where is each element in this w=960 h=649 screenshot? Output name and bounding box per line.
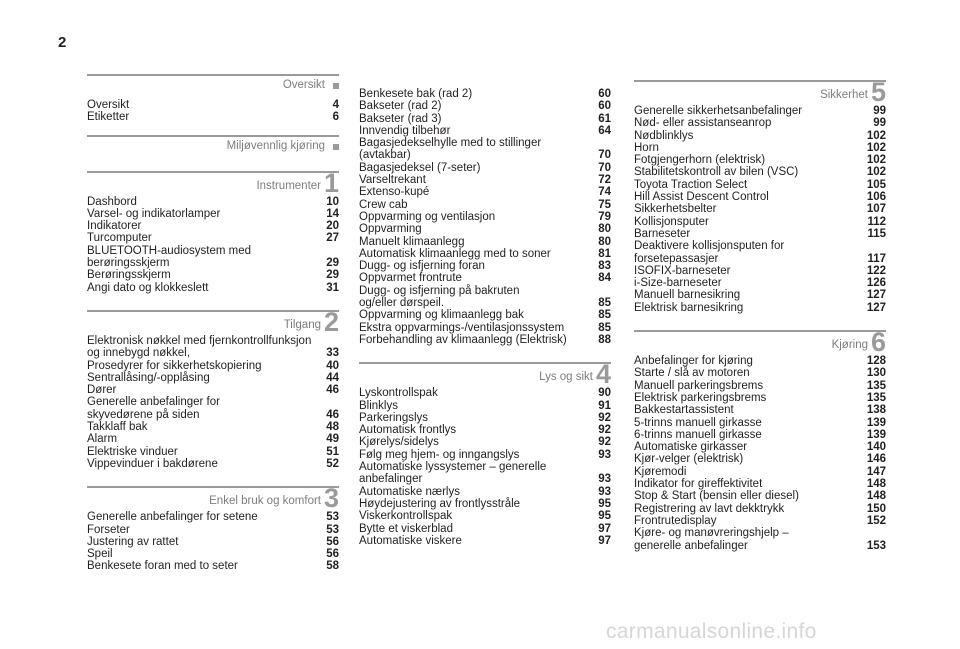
toc-entry-label: Kjør-velger (elektrisk)	[634, 453, 744, 466]
toc-entry-label: Forbehandling av klimaanlegg (Elektrisk)	[359, 333, 567, 346]
toc-entry-label: Følg meg hjem- og inngangslys	[359, 448, 520, 461]
toc-entry[interactable]	[359, 424, 611, 436]
toc-entry-label: Bytte et viskerblad	[359, 522, 453, 535]
toc-entry-label: Turcomputer	[87, 232, 152, 245]
toc-entry[interactable]	[634, 429, 886, 441]
toc-entry-label: Toyota Traction Select	[634, 178, 748, 191]
square-bullet-icon	[333, 144, 339, 150]
section-title: Kjøring	[831, 339, 868, 352]
section-number: 1	[323, 167, 339, 198]
toc-entry-label: 6-trinns manuell girkasse	[634, 428, 762, 441]
toc-entry[interactable]	[87, 232, 339, 244]
section-number: 4	[595, 359, 611, 390]
toc-entry[interactable]	[634, 105, 886, 117]
toc-entry-page: 128	[866, 355, 886, 368]
toc-entry-label: Dashbord	[87, 195, 137, 208]
section-title: Miljøvennlig kjøring	[226, 139, 325, 152]
toc-entry-label: Indikatorer	[87, 220, 142, 233]
toc-entry[interactable]	[87, 282, 339, 294]
toc-entry[interactable]	[634, 277, 886, 289]
toc-entry-page: 93	[598, 473, 611, 486]
toc-entry-page: 146	[866, 453, 886, 466]
toc-entry-page: 10	[326, 195, 339, 208]
toc-entry-page: 29	[326, 257, 339, 270]
toc-entry[interactable]	[634, 142, 886, 154]
toc-entry-label: Oppvarming og ventilasjon	[359, 210, 496, 223]
toc-entry-label: BLUETOOTH-audiosystem med berøringsskjerm	[87, 244, 252, 270]
toc-entry-page: 53	[326, 511, 339, 524]
toc-entry-page: 93	[598, 485, 611, 498]
toc-entry-label: Automatisk klimaanlegg med to soner	[359, 247, 551, 260]
toc-entry-label: Starte / slå av motoren	[634, 367, 750, 380]
toc-entry-label: Takklaff bak	[87, 421, 148, 434]
toc-entry[interactable]	[634, 466, 886, 478]
toc-entry-page: 102	[866, 166, 886, 179]
toc-entry-label: Dugg- og isfjerning på bakruten og/eller dørspeil.	[359, 284, 520, 310]
toc-entry[interactable]	[634, 265, 886, 277]
toc-entry[interactable]	[634, 490, 886, 502]
section-header	[87, 483, 339, 514]
toc-entry-label: Elektriske vinduer	[87, 445, 178, 458]
toc-entry[interactable]	[359, 248, 611, 260]
toc-entry-page: 75	[598, 198, 611, 211]
section-header	[87, 306, 339, 337]
toc-entry-page: 40	[326, 359, 339, 372]
toc-entry[interactable]	[87, 360, 339, 372]
toc-entry[interactable]	[634, 478, 886, 490]
toc-entry-page: 4	[332, 99, 339, 111]
toc-entry[interactable]	[87, 548, 339, 560]
toc-entry-label: Ekstra oppvarmings-/ventilasjonssystem	[359, 321, 565, 334]
toc-entry-label: Lyskontrollspak	[359, 387, 438, 400]
toc-entry-page: 126	[866, 277, 886, 290]
toc-entry-page: 56	[326, 548, 339, 561]
toc-entry-page: 97	[598, 522, 611, 535]
toc-entry[interactable]	[87, 433, 339, 445]
toc-entry[interactable]	[87, 536, 339, 548]
toc-entry-page: 44	[326, 371, 339, 384]
toc-entry-label: Dugg- og isfjerning foran	[359, 260, 485, 273]
toc-entry-label: Stop & Start (bensin eller diesel)	[634, 490, 799, 503]
toc-entry-page: 60	[598, 100, 611, 113]
toc-entry-label: Oppvarming og klimaanlegg bak	[359, 309, 524, 322]
toc-entry[interactable]	[634, 117, 886, 129]
toc-entry-page: 99	[873, 117, 886, 130]
toc-entry-page: 31	[326, 281, 339, 294]
toc-column-3	[634, 77, 886, 552]
toc-entry[interactable]	[634, 130, 886, 142]
toc-column-1	[87, 74, 339, 573]
toc-section-kjoring	[634, 327, 886, 552]
toc-entry[interactable]	[87, 384, 339, 396]
toc-entry[interactable]	[359, 100, 611, 112]
toc-entry-label: Elektronisk nøkkel med fjernkontrollfunksjon og innebygd nøkkel,	[87, 334, 312, 360]
toc-entry-page: 102	[866, 129, 886, 142]
toc-entry-label: Frontrutedisplay	[634, 514, 717, 527]
toc-entry[interactable]	[634, 191, 886, 203]
toc-entry[interactable]	[87, 524, 339, 536]
square-bullet-icon	[333, 83, 339, 89]
toc-entry-page: 92	[598, 436, 611, 449]
toc-entry-label: Kollisjonsputer	[634, 215, 709, 228]
toc-entry[interactable]	[359, 260, 611, 272]
toc-entry[interactable]	[359, 535, 611, 547]
toc-entry-page: 33	[326, 347, 339, 360]
toc-entry-label: Innvendig tilbehør	[359, 124, 451, 137]
toc-entry[interactable]	[359, 285, 611, 310]
toc-entry[interactable]	[634, 441, 886, 453]
toc-entry[interactable]	[359, 334, 611, 346]
toc-entry-page: 102	[866, 141, 886, 154]
toc-entry-label: Benkesete bak (rad 2)	[359, 88, 473, 100]
toc-entry-page: 117	[867, 252, 886, 265]
toc-entry-label: Indikator for gireffektivitet	[634, 478, 763, 491]
toc-entry-page: 56	[326, 535, 339, 548]
toc-entry[interactable]	[87, 99, 339, 111]
toc-entry-page: 130	[866, 367, 886, 380]
toc-entry-label: Bakkestartassistent	[634, 404, 734, 417]
toc-entry-label: Elektrisk parkeringsbrems	[634, 391, 767, 404]
toc-entry-label: Manuelt klimaanlegg	[359, 235, 465, 248]
toc-entry-label: Bagasjedeksel (7-seter)	[359, 161, 481, 174]
section-header	[87, 167, 339, 198]
toc-entry-page: 49	[326, 433, 339, 446]
toc-entry-page: 95	[598, 497, 611, 510]
section-header	[87, 135, 339, 159]
toc-entry[interactable]	[359, 236, 611, 248]
toc-entry-label: Automatiske lyssystemer – generelle anbefalinger	[359, 461, 547, 486]
toc-entry-page: 85	[598, 297, 611, 310]
toc-entry-label: Sentrallåsing/-opplåsing	[87, 371, 210, 384]
toc-entry-label: Manuell barnesikring	[634, 289, 741, 302]
toc-entry-page: 99	[873, 105, 886, 117]
toc-entry-label: Anbefalinger for kjøring	[634, 355, 753, 368]
toc-entry[interactable]	[359, 199, 611, 211]
toc-entry-page: 92	[598, 424, 611, 437]
toc-entry[interactable]	[359, 387, 611, 399]
toc-entry-page: 106	[866, 191, 886, 204]
section-number: 3	[323, 483, 339, 514]
toc-entry-label: Viskerkontrollspak	[359, 510, 453, 523]
toc-entry[interactable]	[359, 174, 611, 186]
toc-entry-page: 79	[598, 210, 611, 223]
toc-entry[interactable]	[87, 269, 339, 281]
section-title: Oversikt	[282, 79, 325, 91]
toc-entry-label: Berøringsskjerm	[87, 269, 171, 282]
toc-entry-page: 147	[866, 465, 886, 478]
toc-entry[interactable]	[359, 186, 611, 198]
toc-entry[interactable]	[87, 396, 339, 421]
toc-entry[interactable]	[634, 355, 886, 367]
toc-entry-page: 135	[866, 379, 886, 392]
toc-entry-label: Generelle sikkerhetsanbefalinger	[634, 105, 803, 117]
toc-column-2	[359, 88, 611, 547]
toc-entry-label: Hill Assist Descent Control	[634, 191, 769, 204]
toc-entry[interactable]	[634, 503, 886, 515]
section-title: Lys og sikt	[539, 371, 593, 384]
toc-entry-label: Dører	[87, 384, 117, 397]
toc-entry-page: 150	[866, 502, 886, 515]
toc-entry[interactable]	[87, 446, 339, 458]
toc-entry[interactable]	[87, 196, 339, 208]
toc-entry[interactable]	[634, 166, 886, 178]
toc-entry-page: 80	[598, 223, 611, 236]
toc-entry-label: Etiketter	[87, 111, 130, 124]
toc-entry-page: 51	[326, 445, 339, 458]
toc-entry[interactable]	[634, 367, 886, 379]
toc-section-enkel-cont	[359, 88, 611, 346]
toc-entry-page: 27	[326, 232, 339, 245]
toc-entry-page: 152	[866, 514, 886, 527]
toc-entry-label: 5-trinns manuell girkasse	[634, 416, 762, 429]
toc-entry[interactable]	[359, 322, 611, 334]
toc-entry-page: 92	[598, 411, 611, 424]
toc-entry-label: Nødblinklys	[634, 129, 694, 142]
toc-entry[interactable]	[359, 498, 611, 510]
toc-entry[interactable]	[359, 309, 611, 321]
toc-entry-label: Vippevinduer i bakdørene	[87, 457, 218, 470]
section-title: Instrumenter	[256, 179, 321, 192]
toc-entry-page: 46	[326, 384, 339, 397]
toc-entry-page: 127	[866, 289, 886, 302]
toc-entry-label: Fotgjengerhorn (elektrisk)	[634, 154, 766, 167]
section-header	[634, 327, 886, 358]
toc-entry[interactable]	[634, 527, 886, 552]
toc-section-miljo	[87, 135, 339, 159]
toc-section-oversikt	[87, 74, 339, 124]
toc-entry[interactable]	[359, 510, 611, 522]
toc-entry-label: Manuell parkeringsbrems	[634, 379, 764, 392]
toc-entry[interactable]	[359, 400, 611, 412]
toc-entry-label: Generelle anbefalinger for setene	[87, 511, 258, 524]
toc-entry[interactable]	[634, 515, 886, 527]
toc-entry-page: 6	[332, 111, 339, 124]
toc-entry[interactable]	[359, 436, 611, 448]
toc-entry-page: 60	[598, 88, 611, 100]
section-title: Sikkerhet	[820, 89, 868, 101]
toc-entry-label: Oversikt	[87, 99, 130, 111]
toc-entry-page: 80	[598, 235, 611, 248]
toc-entry-page: 95	[598, 510, 611, 523]
toc-entry-page: 90	[598, 387, 611, 400]
toc-entry-label: Automatiske viskere	[359, 534, 462, 547]
toc-entry-label: Sikkerhetsbelter	[634, 203, 717, 216]
toc-entry-label: Barneseter	[634, 227, 691, 240]
toc-entry[interactable]	[87, 208, 339, 220]
toc-entry-page: 88	[598, 333, 611, 346]
toc-entry-label: Oppvarmet frontrute	[359, 272, 462, 285]
toc-entry-page: 112	[867, 215, 886, 228]
toc-entry-label: Justering av rattet	[87, 535, 179, 548]
toc-entry[interactable]	[634, 453, 886, 465]
toc-entry-label: Deaktivere kollisjonsputen for forsetepassasjer	[634, 240, 785, 265]
toc-entry-label: Oppvarming	[359, 223, 422, 236]
toc-entry[interactable]	[359, 523, 611, 535]
toc-entry-label: Registrering av lavt dekktrykk	[634, 502, 785, 515]
toc-entry[interactable]	[359, 162, 611, 174]
toc-entry-page: 14	[326, 207, 339, 220]
toc-entry-page: 97	[598, 534, 611, 547]
toc-section-instrumenter	[87, 167, 339, 294]
toc-entry[interactable]	[634, 179, 886, 191]
toc-entry-label: Automatiske girkasser	[634, 441, 748, 454]
toc-entry-label: i-Size-barneseter	[634, 277, 722, 290]
section-number: 5	[870, 77, 886, 107]
toc-entry-label: Elektrisk barnesikring	[634, 301, 744, 314]
toc-entry-label: ISOFIX-barneseter	[634, 264, 731, 277]
toc-entry-page: 153	[866, 539, 886, 552]
toc-entry-label: Extenso-kupé	[359, 186, 430, 199]
toc-entry-page: 29	[326, 269, 339, 282]
toc-entry-label: Automatisk frontlys	[359, 424, 457, 437]
toc-entry-page: 58	[326, 560, 339, 573]
toc-entry-label: Horn	[634, 141, 659, 154]
toc-entry[interactable]	[87, 335, 339, 360]
toc-entry[interactable]	[87, 245, 339, 270]
toc-entry-page: 74	[598, 186, 611, 199]
toc-entry-page: 53	[326, 523, 339, 536]
section-number: 2	[323, 306, 339, 337]
toc-entry[interactable]	[634, 216, 886, 228]
toc-entry[interactable]	[87, 220, 339, 232]
toc-entry[interactable]	[87, 458, 339, 470]
toc-entry[interactable]	[634, 302, 886, 314]
page-number: 2	[58, 34, 67, 51]
toc-entry-page: 48	[326, 421, 339, 434]
toc-entry-label: Høydejustering av frontlysstråle	[359, 497, 521, 510]
toc-entry-page: 102	[866, 154, 886, 167]
toc-entry-page: 127	[866, 301, 886, 314]
toc-entry-page: 135	[866, 391, 886, 404]
toc-entry-page: 139	[866, 428, 886, 441]
toc-entry-label: Automatiske nærlys	[359, 485, 460, 498]
toc-entry-page: 84	[598, 272, 611, 285]
toc-entry[interactable]	[634, 240, 886, 265]
watermark: carmanualsonline.info	[606, 620, 817, 643]
toc-entry-page: 85	[598, 309, 611, 322]
toc-entry[interactable]	[634, 154, 886, 166]
toc-entry[interactable]	[634, 404, 886, 416]
toc-entry[interactable]	[87, 560, 339, 572]
toc-entry-page: 148	[866, 478, 886, 491]
toc-entry[interactable]	[634, 417, 886, 429]
toc-entry[interactable]	[359, 486, 611, 498]
section-header	[359, 359, 611, 390]
toc-entry-page: 70	[598, 149, 611, 162]
toc-entry-page: 70	[598, 161, 611, 174]
toc-entry-label: Bagasjedekselhylle med to stillinger (avtakbar)	[359, 137, 542, 162]
toc-entry-label: Blinklys	[359, 399, 398, 412]
toc-entry-page: 72	[598, 174, 611, 187]
toc-entry-label: Forseter	[87, 523, 130, 536]
toc-entry[interactable]	[87, 372, 339, 384]
toc-entry-page: 83	[598, 260, 611, 273]
toc-entry-label: Nød- eller assistanseanrop	[634, 117, 772, 130]
toc-entry-label: Stabilitetskontroll av bilen (VSC)	[634, 166, 799, 179]
toc-entry-label: Angi dato og klokkeslett	[87, 281, 209, 294]
toc-entry-page: 105	[866, 178, 886, 191]
toc-entry-page: 93	[598, 448, 611, 461]
section-title: Enkel bruk og komfort	[209, 495, 321, 508]
toc-entry[interactable]	[634, 392, 886, 404]
toc-section-tilgang	[87, 306, 339, 470]
toc-entry-page: 115	[867, 227, 886, 240]
toc-entry[interactable]	[359, 88, 611, 100]
section-number: 6	[870, 327, 886, 358]
toc-entry-page: 91	[598, 399, 611, 412]
toc-section-sikkerhet	[634, 77, 886, 314]
toc-entry-page: 52	[326, 457, 339, 470]
toc-entry-label: Alarm	[87, 433, 118, 446]
toc-entry-page: 148	[866, 490, 886, 503]
toc-section-lys	[359, 359, 611, 547]
toc-entry[interactable]	[634, 380, 886, 392]
toc-entry[interactable]	[359, 125, 611, 137]
toc-entry[interactable]	[634, 228, 886, 240]
toc-entry-page: 81	[598, 247, 611, 260]
toc-entry-label: Speil	[87, 548, 113, 561]
toc-entry-label: Varsel- og indikatorlamper	[87, 207, 221, 220]
toc-entry-page: 46	[326, 408, 339, 421]
toc-entry-page: 139	[866, 416, 886, 429]
toc-entry-label: Kjørelys/sidelys	[359, 436, 439, 449]
toc-entry[interactable]	[359, 211, 611, 223]
toc-entry-page: 85	[598, 321, 611, 334]
toc-entry-label: Prosedyrer for sikkerhetskopiering	[87, 359, 262, 372]
toc-entry-label: Benkesete foran med to seter	[87, 560, 238, 573]
toc-entry[interactable]	[359, 449, 611, 461]
toc-entry-page: 64	[598, 124, 611, 137]
toc-entry-page: 140	[866, 441, 886, 454]
toc-entry[interactable]	[87, 421, 339, 433]
toc-entry-page: 122	[866, 264, 886, 277]
toc-entry-label: Bakseter (rad 2)	[359, 100, 442, 113]
toc-entry[interactable]	[359, 272, 611, 284]
toc-entry-label: Generelle anbefalinger for skyvedørene på siden	[87, 396, 220, 421]
toc-entry-page: 138	[866, 404, 886, 417]
toc-entry-label: Kjøremodi	[634, 465, 687, 478]
toc-entry-page: 20	[326, 220, 339, 233]
toc-entry-label: Crew cab	[359, 198, 408, 211]
toc-entry[interactable]	[87, 511, 339, 523]
toc-entry-label: Varseltrekant	[359, 174, 426, 187]
toc-entry[interactable]	[359, 223, 611, 235]
toc-entry-label: Kjøre- og manøvreringshjelp – generelle anbefalinger	[634, 527, 789, 552]
toc-entry[interactable]	[634, 203, 886, 215]
section-header	[87, 74, 339, 98]
toc-entry-label: Bakseter (rad 3)	[359, 112, 442, 125]
section-header	[634, 77, 886, 107]
section-title: Tilgang	[283, 318, 321, 331]
toc-entry[interactable]	[359, 412, 611, 424]
toc-entry[interactable]	[634, 289, 886, 301]
toc-entry[interactable]	[359, 137, 611, 162]
toc-entry-page: 61	[598, 112, 611, 125]
toc-entry[interactable]	[359, 113, 611, 125]
toc-entry-page: 107	[866, 203, 886, 216]
toc-section-enkel	[87, 483, 339, 573]
toc-entry[interactable]	[87, 111, 339, 123]
toc-entry[interactable]	[359, 461, 611, 486]
toc-entry-label: Parkeringslys	[359, 411, 429, 424]
